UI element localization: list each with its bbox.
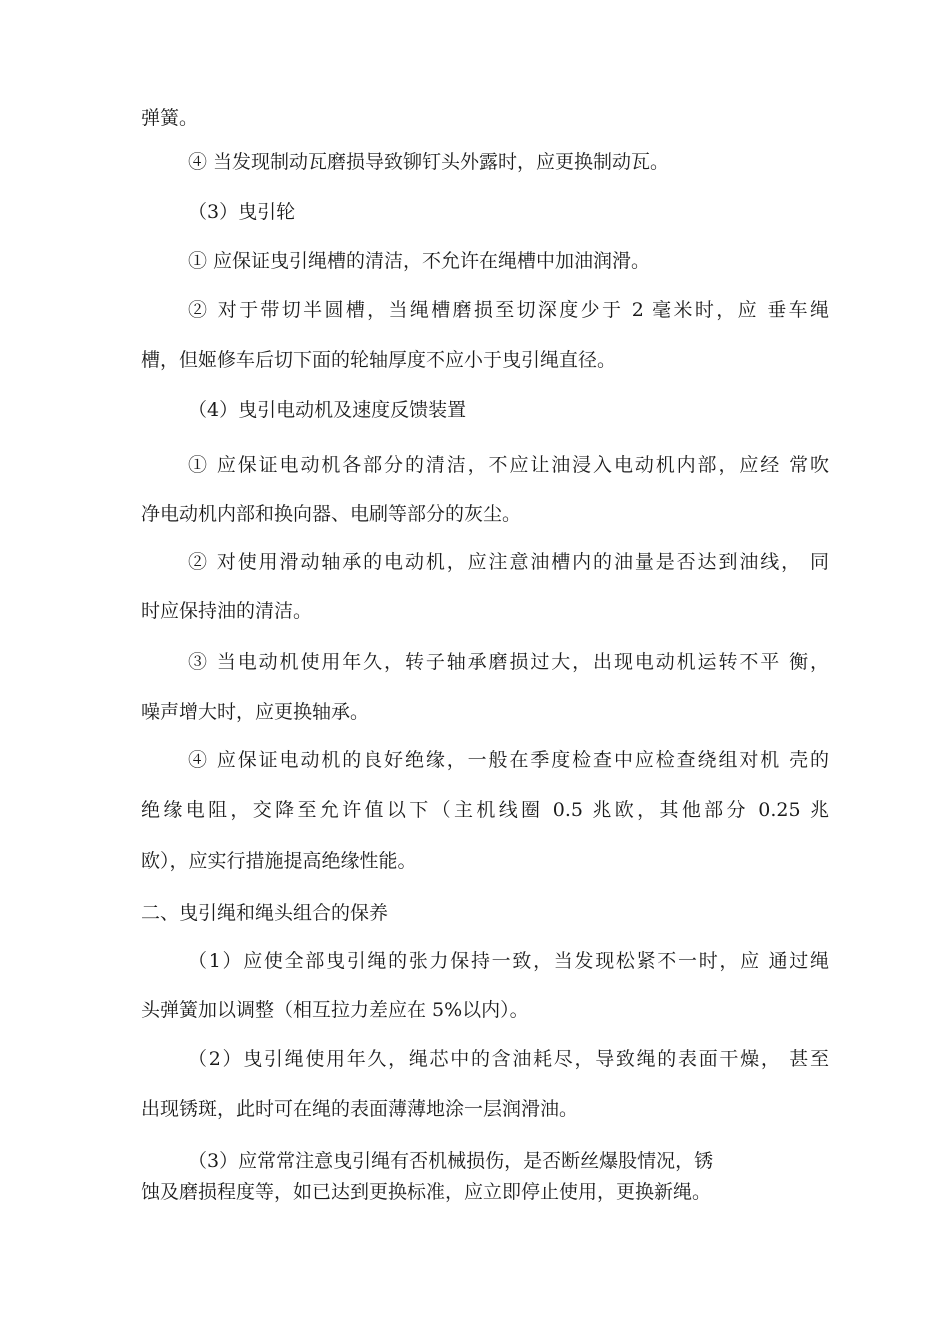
text-line: （1）应使全部曳引绳的张力保持一致，当发现松紧不一时，应 通过绳 [188, 950, 829, 972]
text-line: 蚀及磨损程度等，如已达到更换标准，应立即停止使用，更换新绳。 [141, 1181, 712, 1203]
text-line: ④ 应保证电动机的良好绝缘，一般在季度检查中应检查绕组对机 壳的 [188, 749, 829, 771]
text-line: 弹簧。 [141, 107, 199, 129]
text-line: ② 对于带切半圆槽，当绳槽磨损至切深度少于 2 毫米时，应 垂车绳 [188, 299, 829, 321]
text-line: 净电动机内部和换向器、电刷等部分的灰尘。 [141, 503, 522, 525]
text-line: ② 对使用滑动轴承的电动机，应注意油槽内的油量是否达到油线， 同 [188, 551, 829, 573]
text-line: （4）曳引电动机及速度反馈装置 [188, 399, 467, 421]
text-line: ① 应保证曳引绳槽的清洁，不允许在绳槽中加油润滑。 [188, 250, 651, 272]
text-line: （3）曳引轮 [188, 201, 296, 223]
text-line: 欧），应实行措施提高绝缘性能。 [141, 850, 417, 872]
text-line: ④ 当发现制动瓦磨损导致铆钉头外露时，应更换制动瓦。 [188, 151, 670, 173]
text-line: （2）曳引绳使用年久，绳芯中的含油耗尽，导致绳的表面干燥， 甚至 [188, 1048, 829, 1070]
text-line: 头弹簧加以调整（相互拉力差应在 5%以内）。 [141, 999, 529, 1021]
text-line: 绝缘电阻，交降至允许值以下（主机线圈 0.5 兆欧，其他部分 0.25 兆 [141, 799, 829, 821]
text-line: 噪声增大时，应更换轴承。 [141, 701, 370, 723]
text-line: 时应保持油的清洁。 [141, 600, 313, 622]
text-line: 二、曳引绳和绳头组合的保养 [141, 902, 389, 924]
text-line: （3）应常常注意曳引绳有否机械损伤，是否断丝爆股情况，锈 [188, 1150, 714, 1172]
text-line: ① 应保证电动机各部分的清洁，不应让油浸入电动机内部，应经 常吹 [188, 454, 829, 476]
text-line: 槽，但姬修车后切下面的轮轴厚度不应小于曳引绳直径。 [141, 349, 617, 371]
text-line: 出现锈斑，此时可在绳的表面薄薄地涂一层润滑油。 [141, 1098, 579, 1120]
text-line: ③ 当电动机使用年久，转子轴承磨损过大，出现电动机运转不平 衡， [188, 651, 829, 673]
